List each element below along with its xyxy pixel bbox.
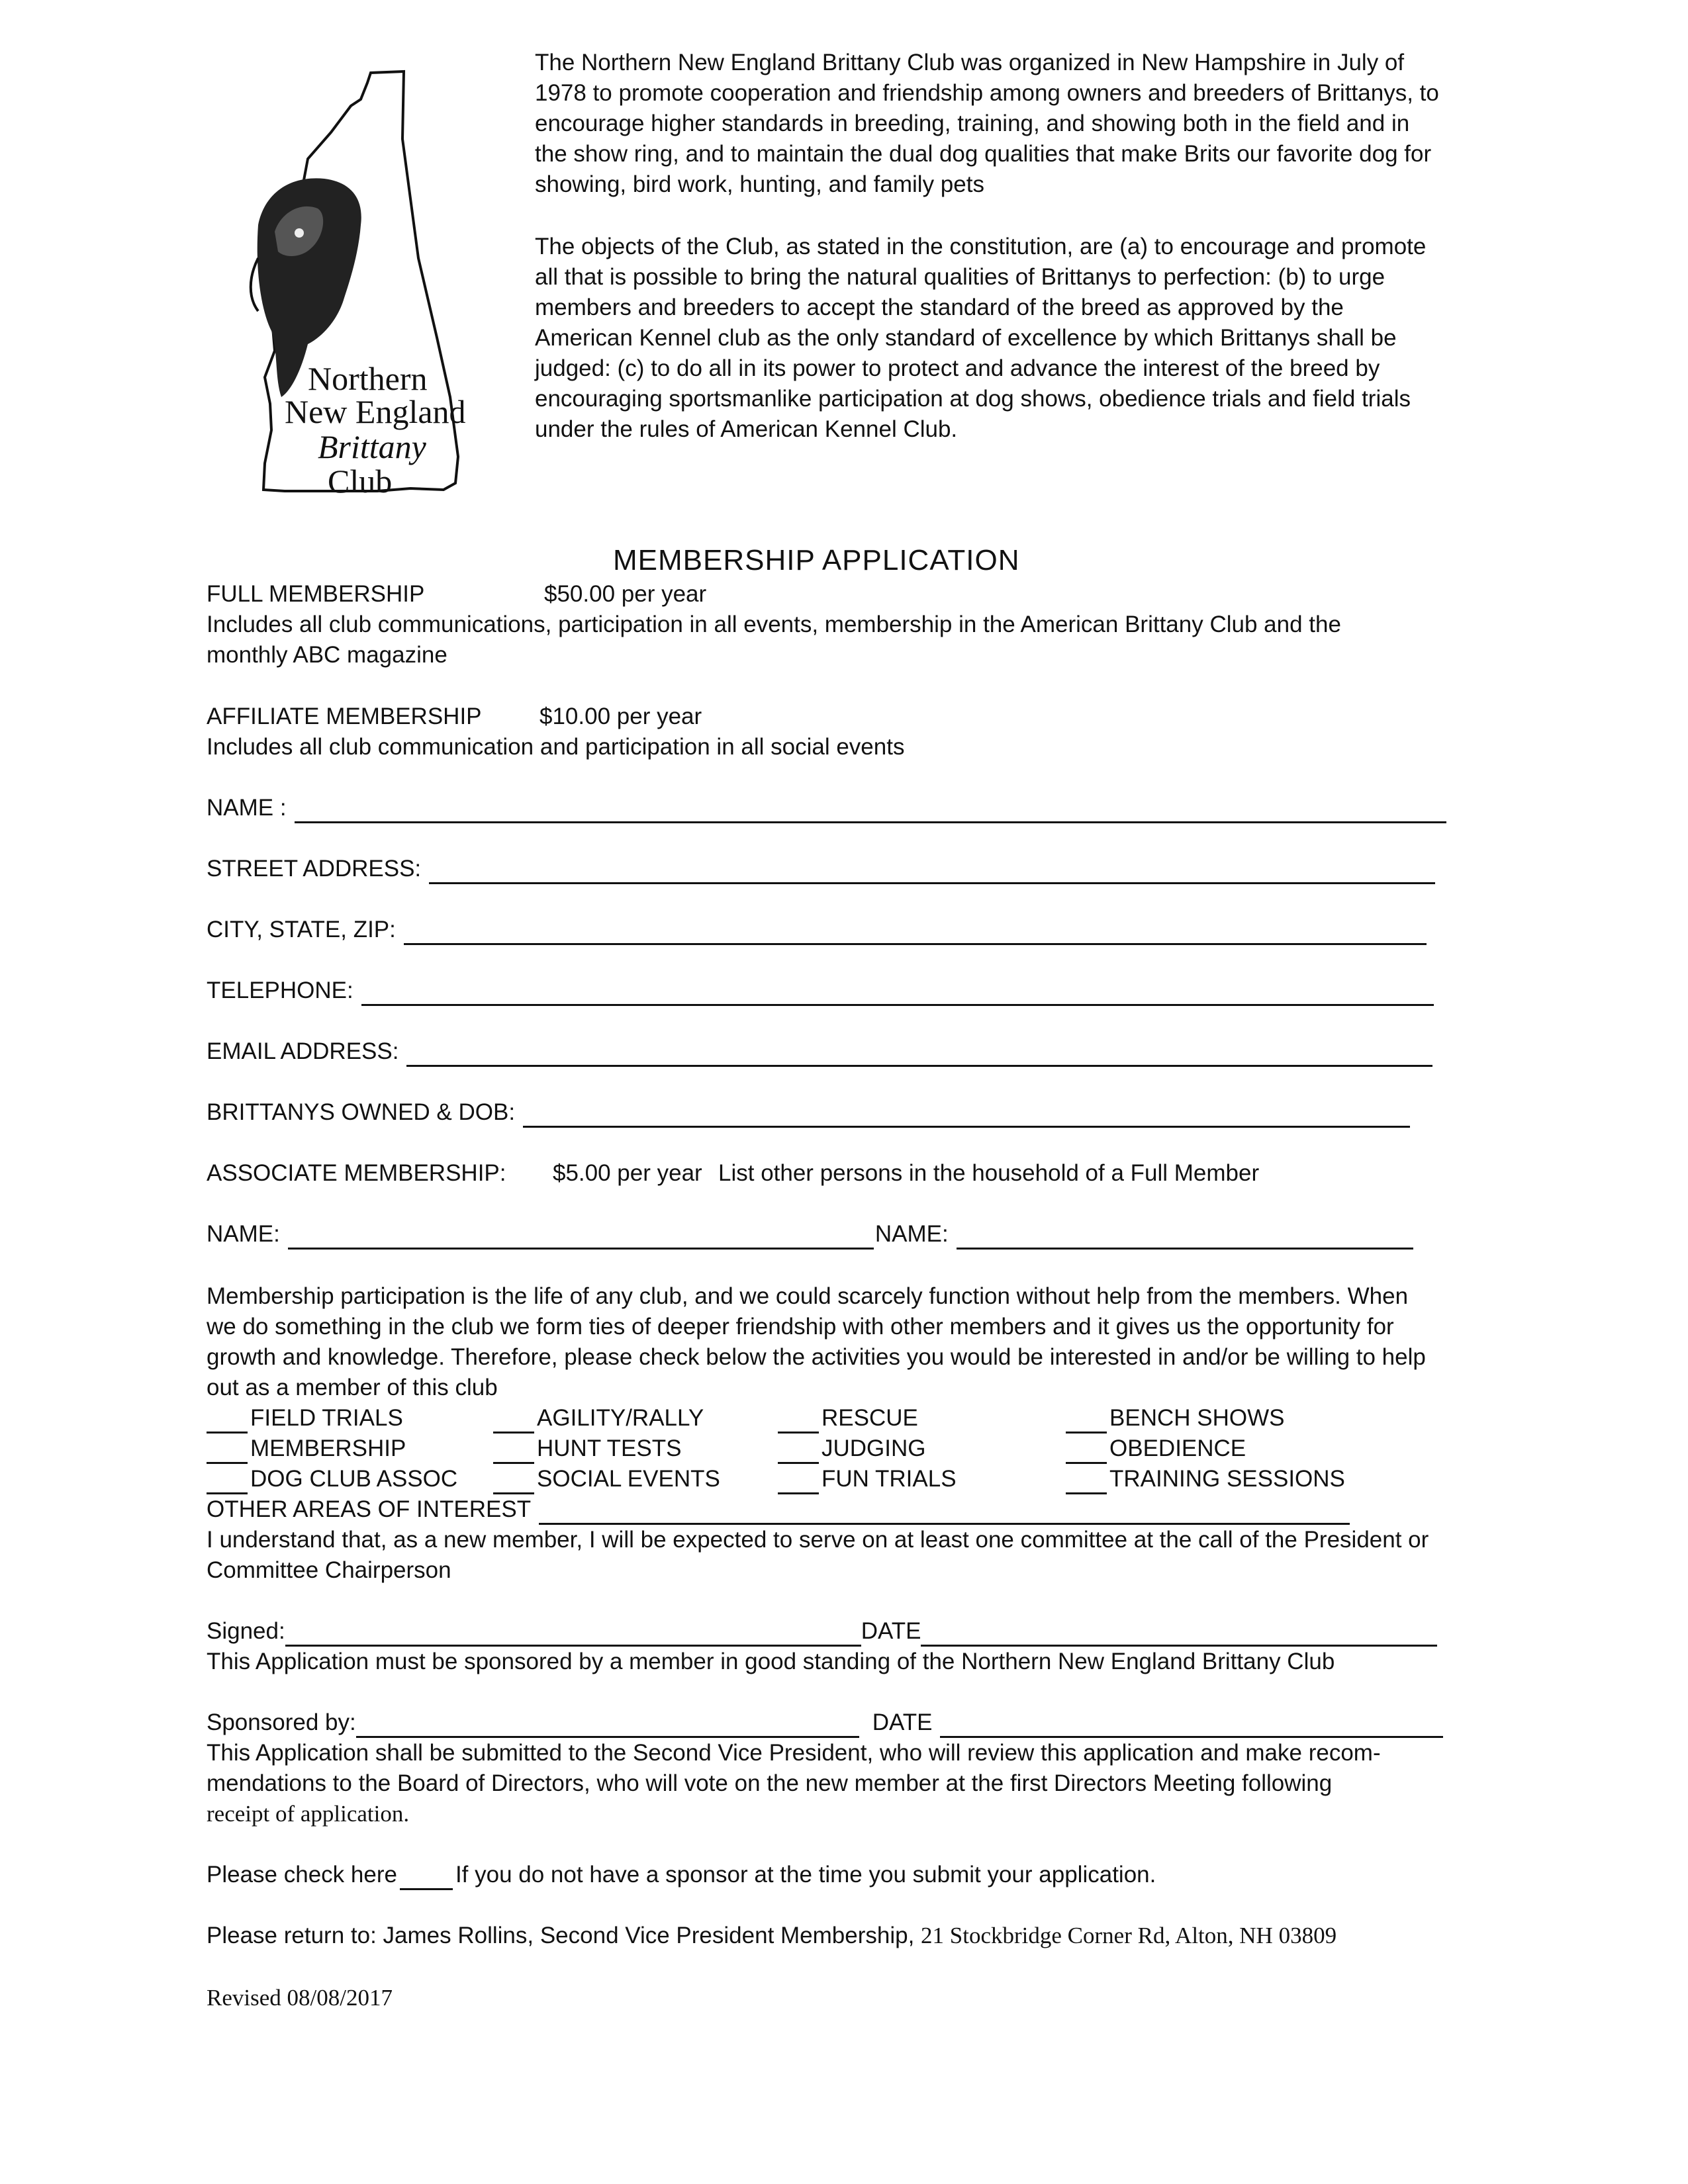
associate-membership-price: $5.00 per year <box>553 1160 702 1186</box>
no-sponsor-check[interactable] <box>207 1860 1156 1890</box>
committee-text-1: I understand that, as a new member, I will be expected to serve on at least one committee at the call of the President or <box>207 1527 1429 1553</box>
activity-checkbox-line[interactable] <box>778 1471 819 1494</box>
no-sponsor-pre: Please check here <box>207 1862 397 1888</box>
logo-text-3: Brittany <box>318 428 426 465</box>
sponsor-note: This Application must be sponsored by a member in good standing of the Northern New England Brittany Club <box>207 1649 1335 1674</box>
return-to-label: Please return to: James Rollins, Second Vice President Membership, <box>207 1923 915 1948</box>
activity-label: OBEDIENCE <box>1109 1435 1246 1461</box>
activity-obedience[interactable] <box>1066 1433 1246 1464</box>
activity-checkbox-line[interactable] <box>493 1410 534 1433</box>
activity-label: FIELD TRIALS <box>250 1405 403 1431</box>
logo-text-4: Club <box>328 463 393 500</box>
activity-bench-shows[interactable] <box>1066 1403 1284 1433</box>
signed-line[interactable] <box>285 1622 861 1647</box>
page-title: MEMBERSHIP APPLICATION <box>613 544 1020 576</box>
activity-membership[interactable] <box>207 1433 406 1464</box>
activity-dog-club-assoc[interactable] <box>207 1464 457 1494</box>
activity-label: FUN TRIALS <box>821 1466 957 1492</box>
other-areas-line[interactable] <box>539 1500 1350 1525</box>
activity-checkbox-line[interactable] <box>207 1410 248 1433</box>
full-membership-desc-2: monthly ABC magazine <box>207 642 447 668</box>
activity-label: JUDGING <box>821 1435 926 1461</box>
street-address-line[interactable] <box>429 860 1435 884</box>
activity-label: SOCIAL EVENTS <box>537 1466 720 1492</box>
associate-membership-label: ASSOCIATE MEMBERSHIP: <box>207 1160 506 1186</box>
affiliate-membership-desc: Includes all club communication and participation in all social events <box>207 734 905 760</box>
logo-text-2: New England <box>285 393 466 430</box>
name-field-label: NAME : <box>207 795 287 821</box>
affiliate-membership-price: $10.00 per year <box>539 704 702 729</box>
activity-label: HUNT TESTS <box>537 1435 682 1461</box>
associate-membership-desc: List other persons in the household of a Full Member <box>718 1160 1260 1186</box>
activity-label: AGILITY/RALLY <box>537 1405 704 1431</box>
full-membership-label: FULL MEMBERSHIP <box>207 581 425 607</box>
affiliate-membership-label: AFFILIATE MEMBERSHIP <box>207 704 482 729</box>
activity-checkbox-line[interactable] <box>207 1471 248 1494</box>
other-areas-field[interactable] <box>207 1494 1464 1525</box>
street-address-label: STREET ADDRESS: <box>207 856 422 882</box>
activity-training-sessions[interactable] <box>1066 1464 1345 1494</box>
full-membership-price: $50.00 per year <box>544 581 707 607</box>
logo-text-1: Northern <box>308 360 428 397</box>
email-label: EMAIL ADDRESS: <box>207 1038 399 1064</box>
activity-field-trials[interactable] <box>207 1403 403 1433</box>
associate-name-1-line[interactable] <box>288 1225 874 1250</box>
activity-checkbox-line[interactable] <box>778 1441 819 1464</box>
signed-date-label: DATE <box>861 1618 921 1644</box>
city-state-zip-field[interactable] <box>207 915 1464 945</box>
name-field-line[interactable] <box>295 799 1446 823</box>
intro-paragraph-2: The objects of the Club, as stated in the constitution, are (a) to encourage and promote all that is possible to bring the natural qualities of Brittanys to perfection: (b) to urge members and breeders to accept the standard of the breed as approved by the American Kennel club as the only standard of excellence by which Brittanys shall be judged: (c) to do all in its power to protect and advance the interest of the breed by encouraging sportsmanlike participation at dog shows, obedience trials and field trials under the rules of American Kennel Club. <box>535 234 1427 442</box>
associate-name-row <box>207 1219 1464 1250</box>
activity-rescue[interactable] <box>778 1403 918 1433</box>
return-address: 21 Stockbridge Corner Rd, Alton, NH 03809 <box>921 1923 1337 1948</box>
telephone-line[interactable] <box>361 981 1434 1006</box>
activity-checkbox-line[interactable] <box>778 1410 819 1433</box>
submit-text-3: receipt of application. <box>207 1801 410 1827</box>
brittanys-owned-line[interactable] <box>523 1103 1410 1128</box>
associate-name-1-label: NAME: <box>207 1221 280 1247</box>
brittanys-owned-field[interactable] <box>207 1097 1464 1128</box>
activity-checkbox-line[interactable] <box>1066 1410 1107 1433</box>
submit-text-1: This Application shall be submitted to the Second Vice President, who will review this application and make recom- <box>207 1740 1381 1766</box>
activity-checkbox-line[interactable] <box>207 1441 248 1464</box>
no-sponsor-post: If you do not have a sponsor at the time you submit your application. <box>455 1862 1156 1888</box>
city-state-zip-line[interactable] <box>404 921 1427 945</box>
associate-name-2-line[interactable] <box>957 1225 1413 1250</box>
signed-label: Signed: <box>207 1618 285 1644</box>
full-membership-desc-1: Includes all club communications, participation in all events, membership in the American Brittany Club and the <box>207 612 1341 637</box>
activity-hunt-tests[interactable] <box>493 1433 681 1464</box>
club-logo <box>245 60 483 510</box>
signature-row <box>207 1616 1464 1647</box>
sponsored-by-line[interactable] <box>356 1713 859 1738</box>
sponsor-date-label: DATE <box>872 1709 933 1735</box>
email-field[interactable] <box>207 1036 1464 1067</box>
name-field[interactable] <box>207 793 1464 823</box>
submit-text-2: mendations to the Board of Directors, who will vote on the new member at the first Directors Meeting following <box>207 1770 1333 1796</box>
street-address-field[interactable] <box>207 854 1464 884</box>
sponsor-row <box>207 1707 1464 1738</box>
activity-judging[interactable] <box>778 1433 926 1464</box>
email-line[interactable] <box>406 1042 1432 1067</box>
activity-checkbox-line[interactable] <box>493 1441 534 1464</box>
committee-text-2: Committee Chairperson <box>207 1557 451 1583</box>
intro-paragraph-1: The Northern New England Brittany Club was organized in New Hampshire in July of 1978 to promote cooperation and friendship among owners and breeders of Brittanys, to encourage higher standards in breeding, training, and showing both in the field and in the show ring, and to maintain the dual dog qualities that make Brits our favorite dog for showing, bird work, hunting, and family pets <box>535 50 1439 197</box>
activity-label: TRAINING SESSIONS <box>1109 1466 1345 1492</box>
activity-label: DOG CLUB ASSOC <box>250 1466 458 1492</box>
sponsor-date-line[interactable] <box>940 1713 1443 1738</box>
participation-paragraph: Membership participation is the life of any club, and we could scarcely function without help from the members. When we do something in the club we form ties of deeper friendship with other members and it gives us the opportunity for growth and knowledge. Therefore, please check below the activities you would be interested in and/or be willing to help out as a member of this club <box>207 1283 1426 1400</box>
no-sponsor-checkbox-line[interactable] <box>400 1867 453 1890</box>
activity-label: MEMBERSHIP <box>250 1435 406 1461</box>
activity-checkbox-line[interactable] <box>1066 1441 1107 1464</box>
activity-checkbox-line[interactable] <box>1066 1471 1107 1494</box>
telephone-label: TELEPHONE: <box>207 978 353 1003</box>
telephone-field[interactable] <box>207 976 1464 1006</box>
revised-date: Revised 08/08/2017 <box>207 1985 393 2011</box>
other-areas-label: OTHER AREAS OF INTEREST <box>207 1496 532 1522</box>
signed-date-line[interactable] <box>921 1622 1437 1647</box>
city-state-zip-label: CITY, STATE, ZIP: <box>207 917 396 942</box>
activity-checkbox-line[interactable] <box>493 1471 534 1494</box>
brittanys-owned-label: BRITTANYS OWNED & DOB: <box>207 1099 516 1125</box>
activity-agility-rally[interactable] <box>493 1403 704 1433</box>
associate-name-2-label: NAME: <box>874 1221 949 1247</box>
return-to-text <box>207 1921 1336 1951</box>
sponsored-by-label: Sponsored by: <box>207 1709 356 1735</box>
activity-label: BENCH SHOWS <box>1109 1405 1285 1431</box>
activity-label: RESCUE <box>821 1405 918 1431</box>
activity-social-events[interactable] <box>493 1464 720 1494</box>
activity-fun-trials[interactable] <box>778 1464 957 1494</box>
